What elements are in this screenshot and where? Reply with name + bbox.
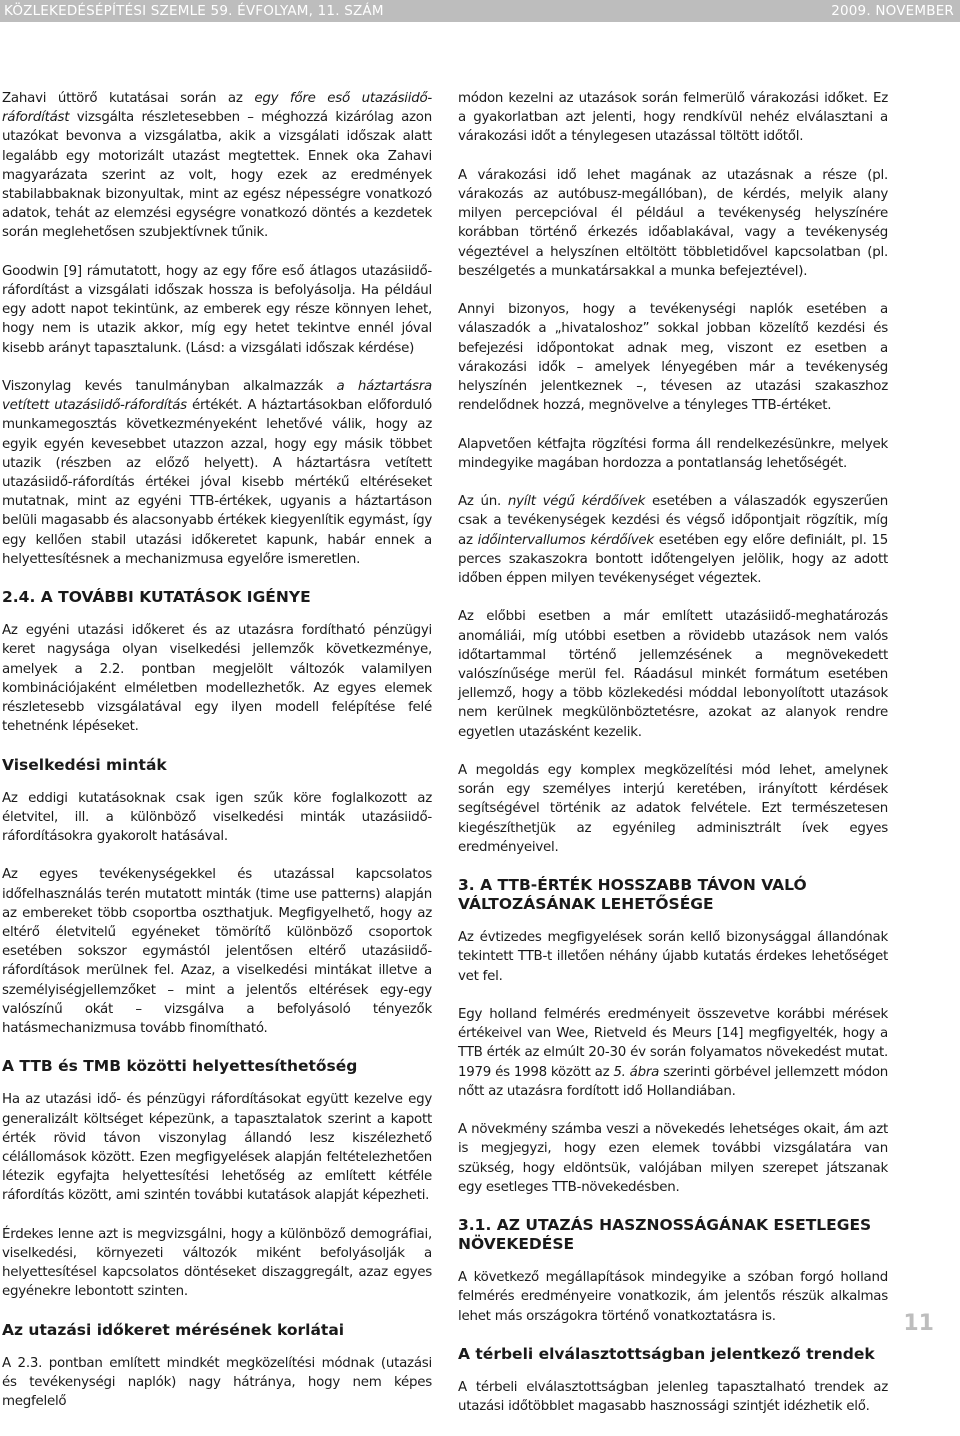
paragraph: Érdekes lenne azt is megvizsgálni, hogy a különböző demográfiai, viselkedési, környezeti változók miként befolyásolják a helyettesítésel kapcsolatos döntéseket diszaggregált, azaz egyes egyénekre lebontott szinten. (2, 1226, 432, 1300)
section-heading: 3. A TTB-ÉRTÉK HOSSZABB TÁVON VALÓ VÁLTOZÁSÁNAK LEHETŐSÉGE (458, 876, 807, 914)
subsection-heading: A térbeli elválasztottságban jelentkező trendek (458, 1345, 875, 1364)
paragraph: Az egyéni utazási időkeret és az utazásra fordítható pénzügyi keret nagysága olyan viselkedési jellemzők következménye, amelyek a 2.2. pontban megjelölt változók valamilyen kombinációjaként elméletben modellezhetők. Az egyes elemek részletesebb vizsgálatával egy ilyen modell felépítése felé tehetnénk lépéseket. (2, 623, 432, 735)
journal-title: KÖZLEKEDÉSÉPÍTÉSI SZEMLE 59. ÉVFOLYAM, 11. SZÁM (4, 3, 384, 19)
paragraph: Goodwin [9] rámutatott, hogy az egy főre eső átlagos utazásiidő-ráfordítást a vizsgálati időszak hossza is befolyásolja. Ha például egy adott napot tekintünk, az emberek egy része könnyen lehet, hogy nem is utazik akkor, míg egy hetet tekintve ennél jóval kisebb arányt tapasztalunk. (Lásd: a vizsgálati időszak kérdése) (2, 263, 432, 356)
paragraph: Az előbbi esetben a már említett utazásiidő-meghatározás anomáliái, míg utóbbi esetben a rövidebb utazások nem valós időtartammal történő jellemzésének a megnövekedett valószínűsége merül fel. Ráadásul minkét formátum esetében jellemző, hogy a több közlekedési móddal lebonyolított utazások nem kerülnek megkülönböztetésre, azokat az alanyok rendre egyetlen utazásként kezelik. (458, 609, 888, 740)
paragraph: A következő megállapítások mindegyike a szóban forgó holland felmérés eredményeire vonatkozik, ám jelentős részük alkalmas lehet más országokra történő vonatkoztatásra is. (458, 1270, 888, 1324)
paragraph: Viszonylag kevés tanulmányban alkalmazzák a háztartásra vetített utazásiidő-ráfordítás értékét. A háztartásokban előforduló munkamegosztás következményeként lehetővé válik, hogy az egyik egyén kevesebbet utazzon azzal, hogy egy másik többet utazik (részben az előző helyett). A háztartásra vetített utazásiidő-ráfordítás értékei jóval kisebb mértékű eltéréseket mutatnak, mint az egyéni TTB-értékek, ugyanis a háztartáson belüli magasabb és alacsonyabb értékek kiegyenlítik egymást, így egy kellően stabil utazási időkeretet kapunk, habár ennek a helyettesítésnek a mechanizmusa egyelőre ismeretlen. (2, 379, 432, 567)
page-number: 11 (903, 1311, 934, 1336)
subsection-heading: A TTB és TMB közötti helyettesíthetőség (2, 1057, 358, 1076)
paragraph: Az eddigi kutatásoknak csak igen szűk köre foglalkozott az életvitel, ill. a különböző viselkedési minták utazásiidő-ráfordításokra gyakorolt hatásával. (2, 790, 432, 845)
paragraph: Alapvetően kétfajta rögzítési forma áll rendelkezésünkre, melyek mindegyike magában hordozza a pontatlanság lehetőségét. (458, 436, 888, 471)
paragraph: A 2.3. pontban említett mindkét megközelítési módnak (utazási és tevékenységi naplók) nagy hátránya, hogy nem képes megfelelő (2, 1355, 432, 1410)
paragraph: Az évtizedes megfigyelések során kellő bizonysággal állandónak tekintett TTB-t illetően néhány újabb kutatás érdekes lehetőséget vet fel. (458, 930, 888, 984)
subsection-heading: Az utazási időkeret mérésének korlátai (2, 1320, 345, 1339)
paragraph: Zahavi úttörő kutatásai során az egy főre eső utazásiidő-ráfordítást vizsgálta részletesebben – méghozzá kizárólag azon utazókat bevonva a vizsgálatba, akik a vizsgálati időszak alatt legalább egy motorizált utazást megtettek. Ennek oka Zahavi magyarázata szerint az volt, hogy ezek az eredmények stabilabbaknak bizonyultak, mint az egész népességre vonatkozó adatok, tehát az elemzési egységre vonatkozó döntés a kezdetek során meglehetősen szubjektívnek tűnik. (2, 91, 433, 241)
section-heading: 2.4. A TOVÁBBI KUTATÁSOK IGÉNYE (2, 588, 311, 607)
paragraph: Az egyes tevékenységekkel és utazással kapcsolatos időfelhasználás terén mutatott minták (time use patterns) alapján az embereket több csoportba oszthatjuk. Megfigyelhető, hogy az eltérő életvitelű egyéneket tömörítő különböző csoportok esetében sokszor egymástól jelentősen eltérő utazásiidő-ráfordítások merülnek fel. Azaz, a viselkedési mintákat illetve a személyiségjellemzőket – mint a jelentős eltérések egy-egy valószínű okát – vizsgálva a befolyásoló tényezők hatásmechanizmusa tovább finomítható. (2, 867, 432, 1037)
paragraph: Az ún. nyílt végű kérdőívek esetében a válaszadók egyszerűen csak a tevékenységek kezdési és végső időpontjait rögzítik, míg az időintervallumos kérdőívek esetében egy előre definiált, pl. 15 perces szakaszokra bontott időtengelyen jelölik, hogy az adott időben éppen milyen tevékenységet végeztek. (458, 494, 889, 587)
issue-date: 2009. NOVEMBER (831, 3, 954, 19)
paragraph: A térbeli elválasztottságban jelenleg tapasztalható trendek az utazási időtöbblet magasabb hasznossági szintjét idézhetik elő. (458, 1380, 888, 1415)
right-column (458, 89, 888, 1436)
page-header (0, 0, 960, 22)
paragraph: Egy holland felmérés eredményeit összevetve korábbi mérések értékeivel van Wee, Rietveld és Meurs [14] megfigyelték, hogy a TTB érték az elmúlt 20-30 év során folyamatos növekedést mutat. 1979 és 1998 között az 5. ábra szerinti görbével jellemzett módon nőtt az utazásra fordított idő Hollandiában. (458, 1007, 889, 1099)
paragraph: Ha az utazási idő- és pénzügyi ráfordításokat együtt kezelve egy generalizált költséget képezünk, a tapasztalatok szerint a kapott érték rövid távon viszonylag állandó lesz kiszélezhető célállomások között. Ezen megfigyelések alapján feltételezhetően létezik egyfajta helyettesítési lehetőség az említett kétféle ráfordítás között, ami szintén további kutatások alapját képezheti. (2, 1092, 432, 1204)
paragraph: A megoldás egy komplex megközelítési mód lehet, amelynek során egy személyes interjú keretében, irányított kérdések segítségével történik az adatok felvétele. Ezt természetesen kiegészíthetjük az egyénileg adminisztrált ívek egyes eredményeivel. (458, 763, 888, 855)
left-column (2, 89, 432, 1431)
subsection-heading: Viselkedési minták (2, 755, 167, 774)
paragraph: A növekmény számba veszi a növekedés lehetséges okait, ám azt is megjegyzi, hogy ezen elemek további vizsgálatára van szükség, hogy eldöntsük, valójában milyen szerepet játszanak egy esetleges TTB-növekedésben. (458, 1122, 888, 1195)
section-heading: 3.1. AZ UTAZÁS HASZNOSSÁGÁNAK ESETLEGES NÖVEKEDÉSE (458, 1216, 872, 1254)
paragraph: A várakozási idő lehet magának az utazásnak a része (pl. várakozás az autóbusz-megállóban), de kérdés, melyik alany milyen percepcióval él például a tevékenység helyszínére korábban történő érkezés időablakával, vagy a tevékenység végeztével a helyszínen eltöltött többletidővel kapcsolatban (pl. beszélgetés a munkatársakkal a munka befejeztével). (458, 167, 888, 279)
paragraph: Annyi bizonyos, hogy a tevékenységi naplók esetében a válaszadók a „hivataloshoz” sokkal jobban közelítő kezdési és befejezési időpontokat adnak meg, viszont ez esetben a várakozási idők – amelyek lényegében már a tevékenység helyszínén jelentkeznek –, tévesen az utazási szakaszhoz rendelődnek hozzá, megnövelve a tényleges TTB-értéket. (458, 302, 888, 414)
paragraph: módon kezelni az utazások során felmerülő várakozási időket. Ez a gyakorlatban azt jelenti, hogy rendkívül nehéz elválasztani a várakozási időt a ténylegesen utazással töltött időtől. (458, 91, 888, 145)
